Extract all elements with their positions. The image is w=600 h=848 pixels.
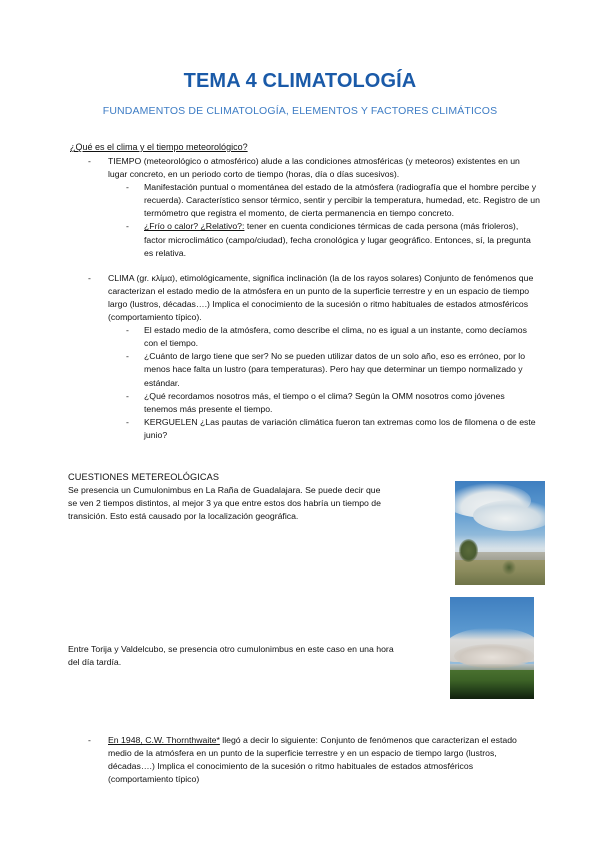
section-question-heading: ¿Qué es el clima y el tiempo meteorológico?: [70, 142, 248, 152]
bush-shape: [502, 560, 516, 575]
bullet-clima-sub-2: [70, 350, 540, 389]
bullet-frio-calor-text: tener en cuenta condiciones térmicas de cada persona (más frioleros), factor microclimático (campo/ciudad), fecha cronológica y lugar geográfico. Entonces, sí, la pregunta es relativa.: [144, 221, 531, 258]
bullet-marker: -: [126, 351, 129, 362]
bullet-clima-sub-4-text: KERGUELEN ¿Las pautas de variación climática fueron tan extremas como los de filomena o de este junio?: [144, 416, 536, 440]
field-band: [455, 560, 545, 585]
bullet-frio-calor-underlined: ¿Frío o calor? ¿Relativo?:: [144, 221, 245, 232]
torija-paragraph: Entre Torija y Valdelcubo, se presencia otro cumulonimbus en este caso en una hora del día tardía.: [68, 644, 394, 668]
bullet-clima-sub-3: [70, 390, 540, 416]
bullet-clima-sub-1-text: El estado medio de la atmósfera, como describe el clima, no es igual a un instante, como decíamos con el tiempo.: [144, 325, 527, 349]
bullet-tiempo-sub-1: [70, 181, 540, 220]
page-subtitle: FUNDAMENTOS DE CLIMATOLOGÍA, ELEMENTOS Y FACTORES CLIMÁTICOS: [102, 105, 498, 117]
bullet-marker: -: [126, 416, 129, 427]
bullet-marker: -: [126, 325, 129, 336]
bullet-clima-text: CLIMA (gr. κλίμα), etimológicamente, significa inclinación (la de los rayos solares) Conjunto de fenómenos que caracterizan el estado medio de la atmósfera en un punto de la superficie terrestre y en un espacio de tiempo largo (lustros, décadas….) Implica el conocimiento de la sucesión o ritmo habituales de estados atmosféricos (comportamiento típico).: [108, 272, 534, 323]
bullet-marker: -: [126, 390, 129, 401]
bullet-marker: -: [126, 221, 129, 232]
bullet-clima-sub-1: [70, 324, 540, 350]
thornthwaite-underlined: En 1948, C.W. Thornthwaite*: [108, 735, 220, 745]
thornthwaite-text: llegó a decir lo siguiente: Conjunto de fenómenos que caracterizan el estado medio de la atmósfera en un punto de la superficie terrestre y en un espacio de tiempo largo (lustros, décadas….) Implica el conocimiento de la sucesión o ritmo habituales de estados atmosféricos (comportamiento típico): [108, 735, 517, 785]
bullet-marker: -: [88, 156, 91, 166]
photo-cumulonimbus-torija: [450, 597, 534, 699]
bullet-clima-sub-3-text: ¿Qué recordamos nosotros más, el tiempo o el clima? Según la OMM nosotros como jóvenes tenemos más presente el tiempo.: [144, 390, 505, 414]
photo-cumulonimbus-la-rana: [455, 481, 545, 585]
bullet-marker: -: [126, 182, 129, 193]
bullet-clima-sub-2-text: ¿Cuánto de largo tiene que ser? No se pueden utilizar datos de un solo año, eso es erróneo, por lo menos hace falta un lustro (para temperaturas). Pero hay que determinar un tiempo normalizado y estándar.: [144, 351, 526, 388]
spacer: [70, 260, 540, 272]
bullet-tiempo-sub-1-text: Manifestación puntual o momentánea del estado de la atmósfera (radiografía que el hombre percibe y recuerda). Característico sensor térmico, sentir y percibir la temperatura, humedad, etc. Registro de un termómetro que registra el momento, de cierta permanencia en tiempo concreto.: [144, 182, 540, 219]
cuestiones-heading: CUESTIONES METEREOLÓGICAS: [68, 472, 220, 482]
bullet-thornthwaite: [70, 734, 540, 786]
bullet-tiempo-text: TIEMPO (meteorológico o atmosférico) alude a las condiciones atmosféricas (y meteoros) existentes en un lugar concreto, en un periodo corto de tiempo (horas, día o días sucesivos).: [108, 156, 520, 180]
bullet-clima-sub-4: [70, 416, 540, 442]
cuestiones-block: [68, 470, 388, 524]
thornthwaite-block: [70, 734, 540, 786]
bullet-clima: [70, 272, 540, 324]
bullet-marker: -: [88, 272, 91, 283]
field-band: [450, 670, 534, 699]
document-body: [70, 140, 540, 442]
cuestiones-paragraph: Se presencia un Cumulonimbus en La Raña de Guadalajara. Se puede decir que se ven 2 tiempos distintos, al mejor 3 ya que entre estos dos habría un tiempo de transición. Esto está causado por la localización geográfica.: [68, 485, 381, 522]
page-title: TEMA 4 CLIMATOLOGÍA: [183, 70, 417, 92]
cloud-shape: [473, 500, 545, 531]
bullet-marker: -: [88, 735, 91, 745]
bullet-tiempo: [70, 155, 540, 181]
bullet-tiempo-sub-2: [70, 220, 540, 259]
